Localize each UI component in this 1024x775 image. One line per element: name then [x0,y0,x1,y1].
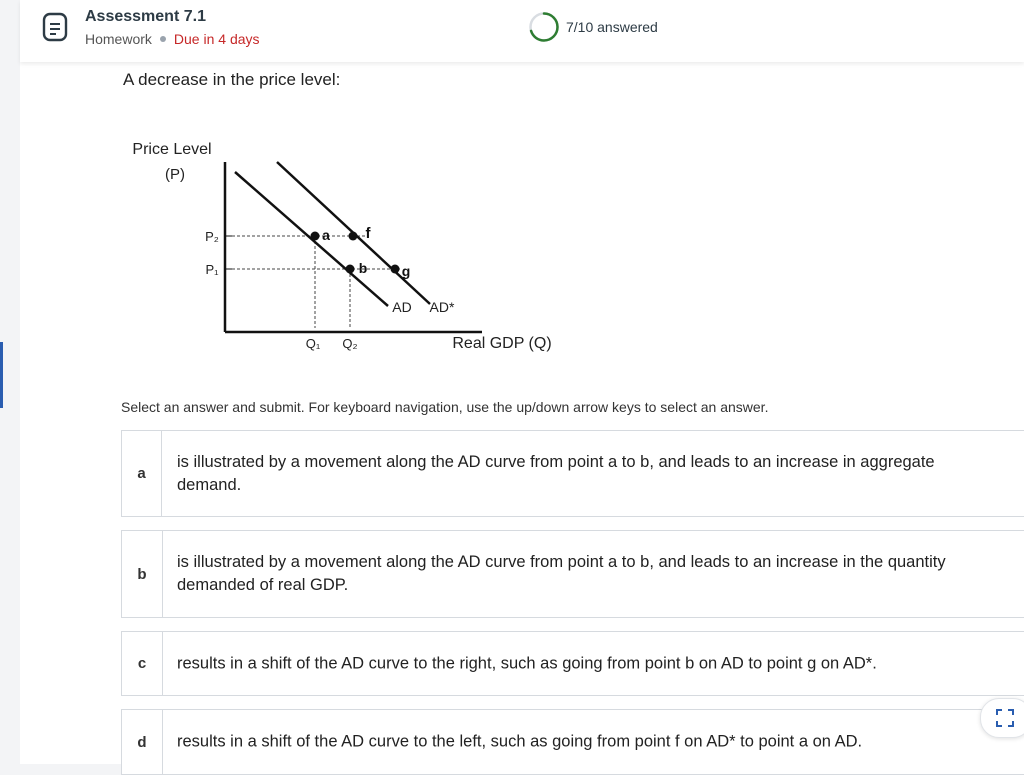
option-letter: d [122,710,163,774]
answer-option-b[interactable] [121,530,1024,618]
ad-star-curve-label: AD* [429,299,455,315]
option-text: is illustrated by a movement along the AD curve from point a to b, and leads to an increase in the quantity demanded of real GDP. [177,553,946,594]
option-letter: c [122,632,163,695]
point-b-label: b [358,260,368,276]
option-letter: a [122,431,162,516]
p2-label: P₂ [205,229,219,244]
answer-option-d[interactable] [121,709,1024,775]
point-f-dot [349,232,358,241]
assessment-title: Assessment 7.1 [85,8,206,25]
ad-curve-figure [120,132,570,362]
point-a-label: a [322,227,330,243]
fullscreen-button[interactable] [980,698,1024,738]
ad-curve-label: AD [392,299,412,315]
progress-ring-icon [528,11,560,43]
due-date: Due in 4 days [173,31,260,47]
option-text: is illustrated by a movement along the AD curve from point a to b, and leads to an increase in aggregate demand. [177,452,935,494]
x-axis-label: Real GDP (Q) [452,335,552,352]
point-g-dot [391,265,400,274]
q1-label: Q₁ [305,336,321,351]
p1-label: P₁ [205,262,219,277]
option-text: results in a shift of the AD curve to the right, such as going from point b on AD to point g on AD*. [177,654,877,672]
assessment-category: Homework [85,31,152,47]
separator-dot [160,36,166,42]
expand-icon [995,708,1015,728]
y-axis-unit: (P) [165,166,185,183]
assessment-meta [85,31,260,47]
point-b-dot [346,265,355,274]
document-icon [42,12,68,42]
answer-instructions: Select an answer and submit. For keyboard navigation, use the up/down arrow keys to select an answer. [121,399,769,415]
option-letter: b [122,531,163,617]
point-a-dot [311,232,320,241]
answer-option-a[interactable] [121,430,1024,517]
q2-label: Q₂ [342,336,358,351]
point-f-label: f [365,225,371,242]
question-prompt: A decrease in the price level: [123,70,341,89]
point-g-label: g [401,263,411,279]
focus-indicator [0,342,3,408]
assessment-header [20,0,1024,62]
answer-option-c[interactable] [121,631,1024,696]
option-text: results in a shift of the AD curve to the left, such as going from point f on AD* to point a on AD. [177,732,863,751]
progress-text: 7/10 answered [566,19,658,35]
y-axis-label: Price Level [132,141,212,158]
